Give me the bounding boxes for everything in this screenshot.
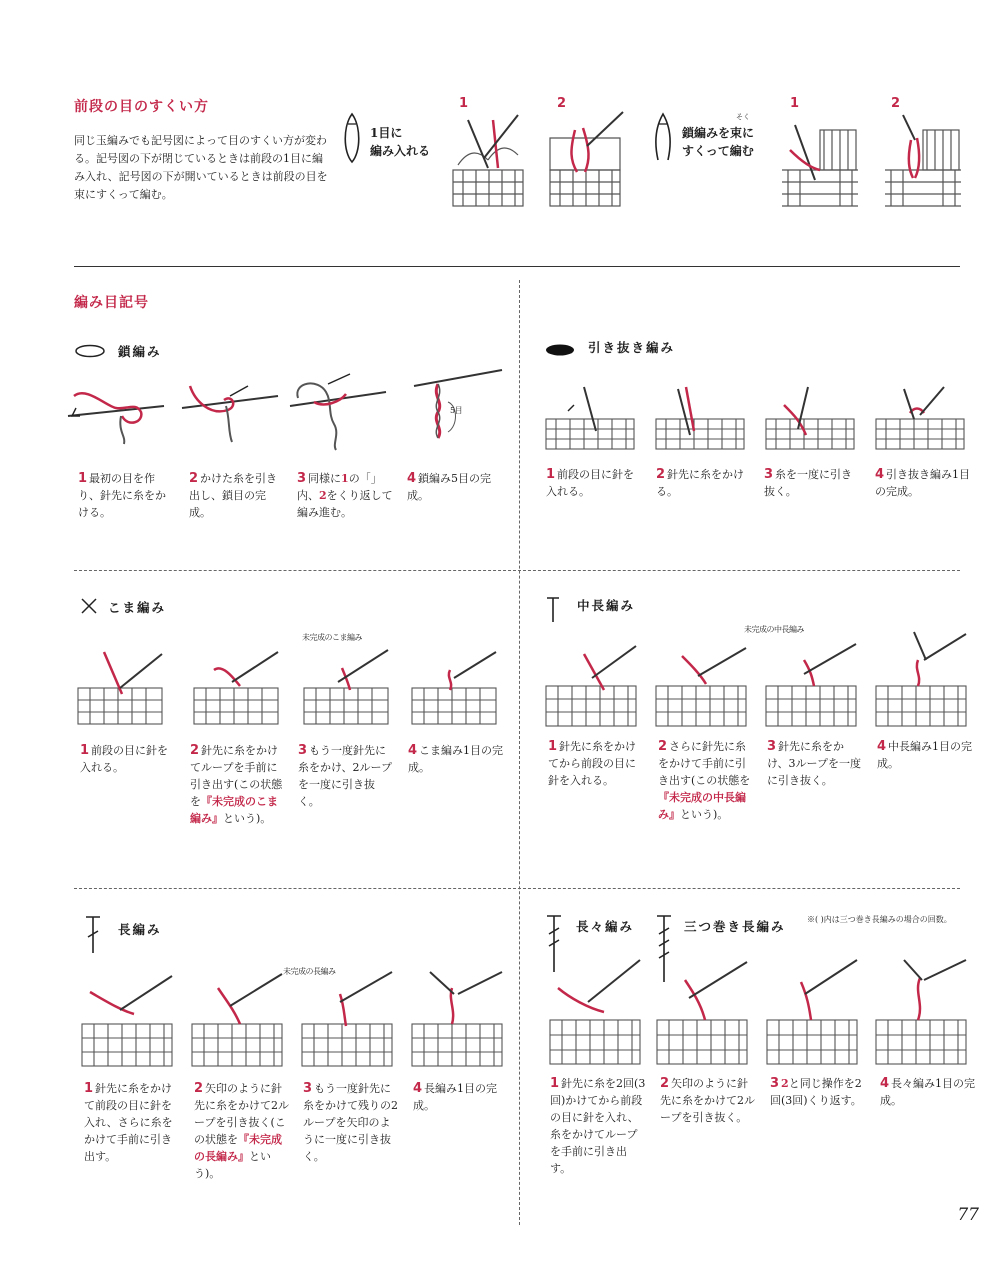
dc-unfinished-label: 未完成の長編み (283, 967, 336, 976)
sc-illustration-2 (192, 648, 282, 728)
tr-title: 長々編み (576, 919, 635, 934)
dc-illustration-3 (300, 970, 395, 1070)
sukui-illustration-2a (545, 110, 625, 210)
slip-illustration-2 (654, 385, 746, 455)
tr-illustration-3 (765, 958, 860, 1068)
chain-title: 鎖編み (118, 344, 162, 359)
vertical-dashed-divider (519, 280, 520, 1225)
tr-illustration-4 (874, 958, 969, 1068)
slip-step-3: 3 糸を一度に引き抜く。 (764, 467, 853, 498)
slip-illustration-1 (544, 385, 636, 455)
tr-note: ※( )内は三つ巻き長編みの場合の回数。 (807, 915, 952, 924)
slip-illustration-3 (764, 385, 856, 455)
section-title-symbols: 編み目記号 (74, 295, 149, 311)
slip-title: 引き抜き編み (588, 340, 676, 355)
dc-illustration-4 (410, 970, 505, 1070)
label-bundle: 鎖編みを束に すくって編む (682, 126, 755, 158)
hdc-step-4: 4 中長編み1目の完成。 (877, 739, 973, 770)
section-title-sukui: 前段の目のすくい方 (74, 99, 209, 115)
dc-step-2: 2 矢印のように針先に糸をかけて2ループを引き抜く(この状態を『未完成の長編み』という)。 (194, 1081, 289, 1180)
chain-illustration-1 (66, 376, 166, 446)
hdc-title: 中長編み (577, 598, 636, 613)
tr-illustration-2 (655, 958, 750, 1068)
step-num-2b: 2 (891, 96, 901, 111)
dashed-divider-1 (74, 570, 960, 571)
hdc-step-3: 3 針先に糸をかけ、3ループを一度に引き抜く。 (767, 739, 862, 787)
sc-step-3: 3 もう一度針先に糸をかけ、2ループを一度に引き抜く。 (298, 743, 393, 808)
chain-illustration-3 (288, 372, 388, 452)
dc-illustration-1 (80, 970, 175, 1070)
slip-step-1: 1 前段の目に針を入れる。 (546, 467, 635, 498)
dc-step-1: 1 針先に糸をかけて前段の目に針を入れ、さらに糸をかけて手前に引き出す。 (84, 1081, 173, 1163)
hdc-illustration-3 (764, 640, 859, 730)
tr-illustration-1 (548, 958, 643, 1068)
tr-step-2: 2 矢印のように針先に糸をかけて2ループを引き抜く。 (660, 1076, 755, 1124)
tr-step-1: 1 針先に糸を2回(3回)かけてから前段の目に針を入れ、糸をかけてループを手前に引き出す。 (550, 1076, 646, 1175)
dc-symbol-icon (84, 915, 102, 955)
step-num-1a: 1 (459, 96, 469, 111)
sukui-illustration-1b (780, 110, 860, 210)
hdc-symbol-icon (545, 596, 561, 624)
chain-illustration-2 (180, 376, 280, 446)
sukui-illustration-1a (448, 110, 528, 210)
open-bottom-symbol-icon (652, 112, 674, 164)
slip-illustration-4 (874, 385, 966, 455)
sukui-illustration-2b (883, 110, 963, 210)
sc-unfinished-label: 未完成のこま編み (302, 633, 362, 642)
chain-step-3: 3 同様に1の「」内、2をくり返して編み進む。 (297, 471, 393, 519)
dashed-divider-2 (74, 888, 960, 889)
chain-step-1: 1 最初の目を作り、針先に糸をかける。 (78, 471, 166, 519)
hdc-illustration-4 (874, 630, 969, 730)
hdc-step-1: 1 針先に糸をかけてから前段の目に針を入れる。 (548, 739, 637, 787)
chain-step-2: 2 かけた糸を引き出し、鎖目の完成。 (189, 471, 278, 519)
section-divider (74, 266, 960, 267)
chain-count-label: 5目 (450, 406, 463, 415)
intro-text: 同じ玉編みでも記号図によって目のすくい方が変わる。記号図の下が閉じているときは前段の1目に編み入れ、記号図の下が開いているときは前段の目を束にすくって編む。 (74, 134, 328, 201)
hdc-illustration-2 (654, 640, 749, 730)
sc-title: こま編み (108, 600, 167, 615)
step-num-2a: 2 (557, 96, 567, 111)
sc-illustration-3 (302, 648, 392, 728)
closed-bottom-symbol-icon (341, 112, 363, 164)
label-one-stitch: 1目に 編み入れる (370, 126, 431, 158)
step-num-1b: 1 (790, 96, 800, 111)
slip-step-4: 4 引き抜き編み1目の完成。 (875, 467, 971, 498)
dc-step-4: 4 長編み1目の完成。 (413, 1081, 498, 1112)
sc-step-2: 2 針先に糸をかけてループを手前に引き出す(この状態を『未完成のこま編み』という)。 (190, 743, 283, 825)
dc-illustration-2 (190, 970, 285, 1070)
hdc-illustration-1 (544, 640, 639, 730)
dc-title: 長編み (118, 922, 162, 937)
hdc-unfinished-label: 未完成の中長編み (744, 625, 804, 634)
dc-step-3: 3 もう一度針先に糸をかけて残りの2ループを矢印のように一度に引き抜く。 (303, 1081, 398, 1163)
ruby-soku: そく (736, 113, 750, 121)
slip-symbol-icon (544, 343, 576, 357)
page-number: 77 (957, 1205, 979, 1225)
tr-step-3: 3 2と同じ操作を2回(3回)くり返す。 (770, 1076, 862, 1107)
sc-step-1: 1 前段の目に針を入れる。 (80, 743, 169, 774)
hdc-step-2: 2 さらに針先に糸をかけて手前に引き出す(この状態を『未完成の中長編み』という)。 (658, 739, 751, 821)
sc-symbol-icon (80, 597, 98, 615)
chain-step-4: 4 鎖編み5目の完成。 (407, 471, 492, 502)
chain-symbol-icon (74, 344, 106, 358)
tr-step-4: 4 長々編み1目の完成。 (880, 1076, 976, 1107)
sc-step-4: 4 こま編み1目の完成。 (408, 743, 504, 774)
sc-illustration-4 (410, 648, 500, 728)
sc-illustration-1 (76, 648, 166, 728)
slip-step-2: 2 針先に糸をかける。 (656, 467, 745, 498)
trtr-title: 三つ巻き長編み (684, 919, 786, 934)
